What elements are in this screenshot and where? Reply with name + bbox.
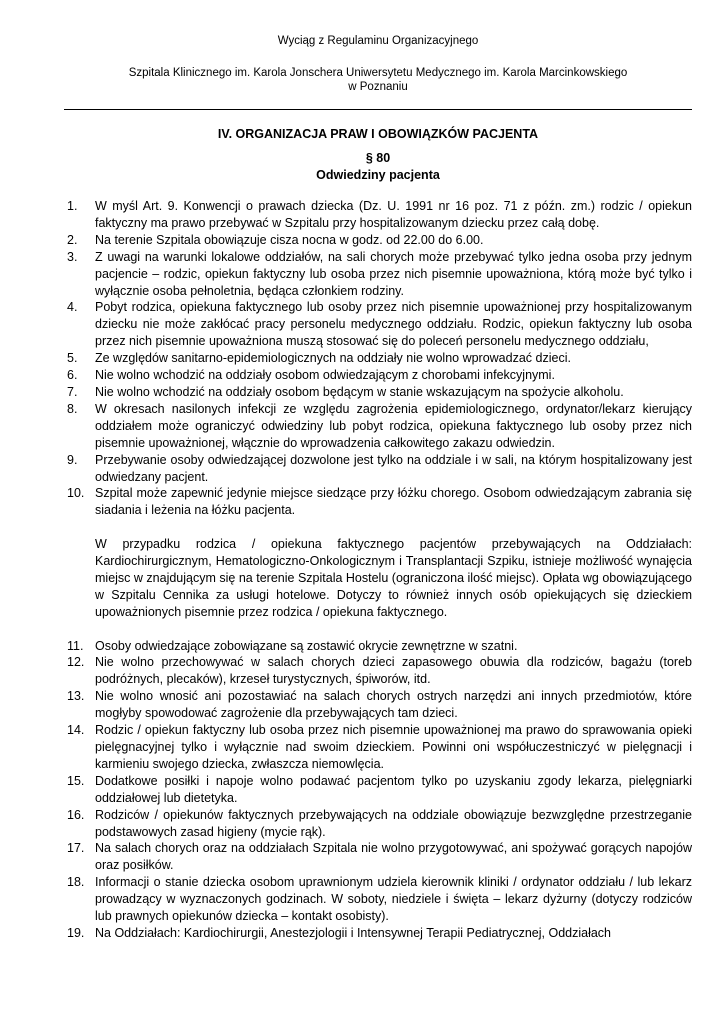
item-number: 14.	[67, 723, 85, 738]
item-number: 6.	[67, 368, 78, 383]
item-number: 12.	[67, 655, 85, 670]
section-subtitle: Odwiedziny pacjenta	[316, 168, 440, 182]
item-text: Informacji o stanie dziecka osobom uprawnionym udziela kierownik kliniki / ordynator oddziału / lub lekarz prowadzący w wyznaczonych godzinach. W soboty, niedziele i święta – lekarz dyżurny (dotyczy rodziców lub prawnych opiekunów dziecka – kontakt osobisty).	[95, 875, 692, 924]
item-text: Z uwagi na warunki lokalowe oddziałów, na sali chorych może przebywać tylko jedna osoba przy jednym pacjencie – rodzic, opiekun faktyczny lub osoba przez nich pisemnie upoważniona, którą może być tylko i wyłącznie osoba pełnoletnia, będąca członkiem rodziny.	[95, 249, 692, 298]
list-item	[64, 249, 692, 300]
header-title: Wyciąg z Regulaminu Organizacyjnego	[277, 35, 479, 47]
item-text: Nie wolno wnosić ani pozostawiać na salach chorych ostrych narzędzi ani innych przedmiotów, które mogłyby spowodować zagrożenie dla przebywających tam dzieci.	[95, 689, 692, 721]
item-text: Osoby odwiedzające zobowiązane są zostawić okrycie zewnętrzne w szatni.	[95, 638, 518, 653]
item-number: 3.	[67, 249, 78, 264]
item-number: 5.	[67, 351, 78, 366]
item-number: 17.	[67, 841, 85, 856]
item-text: Dodatkowe posiłki i napoje wolno podawać pacjentom tylko po uzyskaniu zgody lekarza, pielęgniarki oddziałowej lub dietetyka.	[95, 773, 692, 805]
item-number: 8.	[67, 401, 78, 416]
item-text: Nie wolno wchodzić na oddziały osobom odwiedzającym z chorobami infekcyjnymi.	[95, 368, 555, 383]
item-text: Na salach chorych oraz na oddziałach Szpitala nie wolno przygotowywać, ani spożywać gorących napojów oraz posiłków.	[95, 841, 692, 873]
list-item	[64, 452, 692, 486]
list-item	[64, 874, 692, 925]
item-text: Na terenie Szpitala obowiązuje cisza nocna w godz. od 22.00 do 6.00.	[95, 232, 484, 247]
item-number: 11.	[67, 638, 84, 653]
list-item	[64, 773, 692, 807]
list-item	[64, 840, 692, 874]
list-item	[64, 198, 692, 232]
hostel-note: W przypadku rodzica / opiekuna faktycznego pacjentów przebywających na Oddziałach: Kardiochirurgicznym, Hematologiczno-Onkologicznym i Transplantacji Szpiku, istnieje możliwość wynajęcia miejsc w znajdującym się na terenie Szpitala Hostelu (ograniczona ilość miejsc). Opłata wg obowiązującego w Szpitalu Cennika za usługi hotelowe. Dotyczy to również innych osób opiekujących się dzieckiem upoważnionych pisemnie przez rodzica / opiekuna faktycznego.	[95, 537, 692, 619]
item-number: 7.	[67, 384, 78, 399]
list-item	[64, 384, 692, 401]
list-item	[64, 722, 692, 773]
item-text: W okresach nasilonych infekcji ze względu zagrożenia epidemiologicznego, ordynator/lekarz kierujący oddziałem może ograniczyć odwiedziny lub pobyt rodzica, opiekuna faktycznego lub osoby przez nich pisemnie upoważnionej, włącznie do wprowadzenia całkowitego zakazu odwiedzin.	[95, 401, 692, 450]
paragraph-number: § 80	[365, 151, 391, 165]
list-item	[64, 485, 692, 519]
header-institution	[64, 66, 692, 94]
item-text: Nie wolno wchodzić na oddziały osobom będącym w stanie wskazującym na spożycie alkoholu.	[95, 384, 624, 399]
item-text: Przebywanie osoby odwiedzającej dozwolone jest tylko na oddziale i w sali, na którym hospitalizowany jest odwiedzany pacjent.	[95, 452, 692, 484]
list-item	[64, 925, 692, 942]
item-number: 9.	[67, 452, 78, 467]
item-number: 15.	[67, 773, 85, 788]
item-text: Pobyt rodzica, opiekuna faktycznego lub osoby przez nich pisemnie upoważnionej przy hospitalizowanym dziecku nie może zakłócać pracy personelu medycznego oddziału. Rodzic, opiekun faktyczny lub osoba przez nich pisemnie upoważniona muszą stosować się do poleceń personelu medycznego oddziału,	[95, 300, 692, 349]
list-item	[64, 807, 692, 841]
header-divider	[64, 109, 692, 110]
item-text: Na Oddziałach: Kardiochirurgii, Anestezjologii i Intensywnej Terapii Pediatrycznej, Oddziałach	[95, 925, 612, 940]
item-number: 13.	[67, 689, 85, 704]
item-number: 2.	[67, 232, 78, 247]
list-item	[64, 638, 692, 655]
item-number: 4.	[67, 300, 78, 315]
item-text: Ze względów sanitarno-epidemiologicznych na oddziały nie wolno wprowadzać dzieci.	[95, 351, 571, 366]
item-number: 18.	[67, 875, 85, 890]
item-text: Nie wolno przechowywać w salach chorych dzieci zapasowego obuwia dla rodziców, bagażu (toreb podróżnych, plecaków), krzeseł turystycznych, śpiworów, itd.	[95, 655, 692, 687]
item-text: Rodziców / opiekunów faktycznych przebywających na oddziale obowiązuje bezwzględne przestrzeganie podstawowych zasad higieny (mycie rąk).	[95, 807, 692, 839]
item-number: 1.	[67, 199, 78, 213]
list-item	[64, 232, 692, 249]
item-text: Rodzic / opiekun faktyczny lub osoba przez nich pisemnie upoważnionej ma prawo do sprawowania opieki pielęgnacyjnej tylko i wyłącznie nad swoim dzieckiem. Powinni oni współuczestniczyć w pielęgnacji i karmieniu swojego dziecka, zwłaszcza niemowlęcia.	[95, 723, 692, 771]
list-item	[64, 299, 692, 350]
item-number: 10.	[67, 486, 85, 501]
rules-list	[64, 198, 692, 942]
list-item	[64, 688, 692, 722]
list-item	[64, 367, 692, 384]
item-text: Szpital może zapewnić jedynie miejsce siedzące przy łóżku chorego. Osobom odwiedzającym zabrania się siadania i leżenia na łóżku pacjenta.	[95, 486, 692, 518]
list-item	[64, 401, 692, 452]
item-number: 19.	[67, 925, 85, 940]
header-institution-city: w Poznaniu	[348, 81, 408, 93]
item-number: 16.	[67, 807, 85, 822]
header-institution-name: Szpitala Klinicznego im. Karola Jonschera Uniwersytetu Medycznego im. Karola Marcinkowskiego	[128, 67, 628, 79]
list-item	[64, 654, 692, 688]
list-item	[64, 350, 692, 367]
item-text: W myśl Art. 9. Konwencji o prawach dziecka (Dz. U. 1991 nr 16 poz. 71 z późn. zm.) rodzic / opiekun faktyczny ma prawo przebywać w Szpitalu przy hospitalizowanym dziecku przez całą dobę.	[95, 199, 692, 230]
section-title: IV. ORGANIZACJA PRAW I OBOWIĄZKÓW PACJENTA	[217, 127, 539, 141]
